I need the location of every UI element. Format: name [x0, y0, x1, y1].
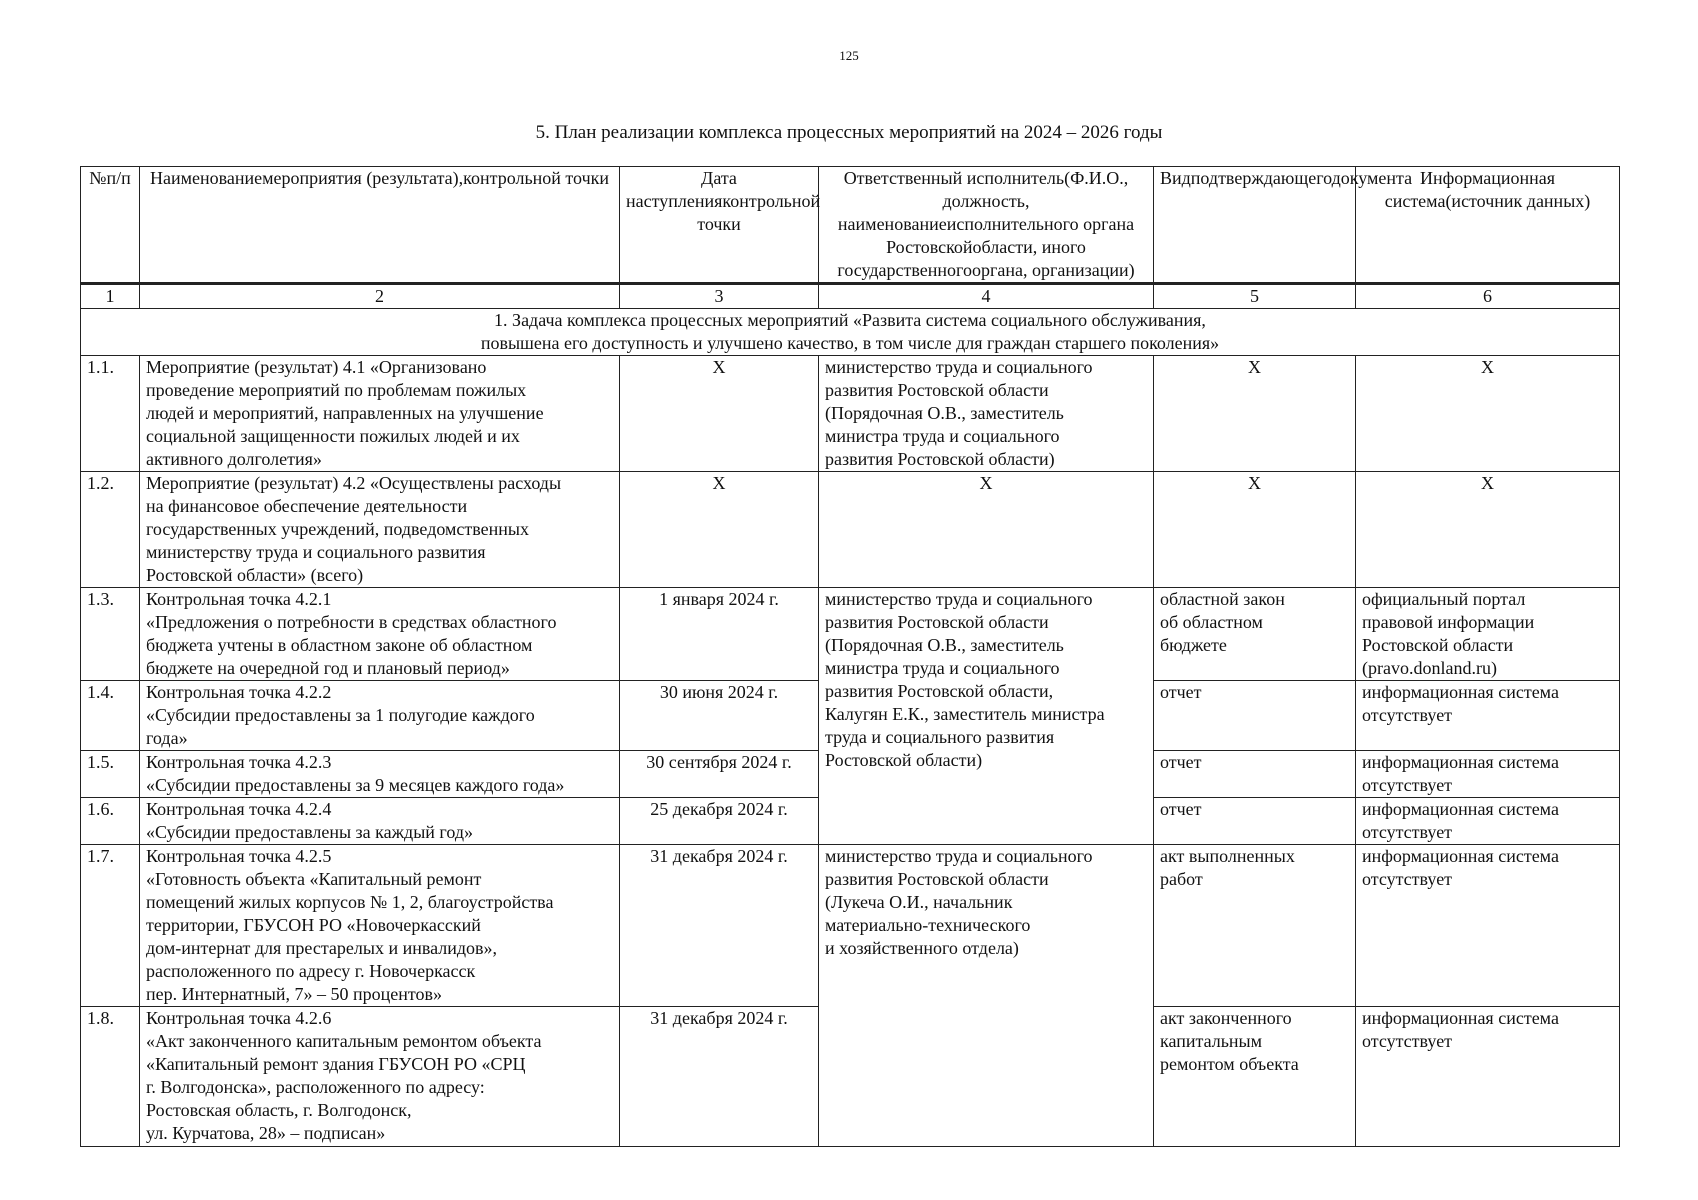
- row-name: [140, 681, 620, 751]
- text-line: правовой информации: [1362, 612, 1535, 632]
- text-line: расположенного по адресу г. Новочеркасск: [146, 961, 476, 981]
- text-line: министерство труда и социального: [825, 846, 1093, 866]
- text-line: «Субсидии предоставлены за 1 полугодие каждого: [146, 705, 535, 725]
- header-num: [81, 167, 140, 284]
- row-date: 30 июня 2024 г.: [620, 681, 819, 751]
- section-heading: [81, 309, 1620, 356]
- row-system: [1356, 681, 1620, 751]
- row-responsible: [819, 588, 1154, 845]
- text-line: Контрольная точка 4.2.4: [146, 799, 332, 819]
- text-line: отчет: [1160, 682, 1202, 702]
- text-line: Х: [1248, 473, 1261, 493]
- text-line: отчет: [1160, 799, 1202, 819]
- text-line: Наименование: [149, 168, 263, 188]
- text-line: бюджета учтены в областном законе об областном: [146, 635, 533, 655]
- row-system: [1356, 472, 1620, 588]
- text-line: повышена его доступность и улучшено качество, в том числе для граждан старшего поколения»: [480, 333, 1220, 353]
- row-system: [1356, 751, 1620, 798]
- text-line: Контрольная точка 4.2.6: [146, 1008, 332, 1028]
- column-number-row: [81, 284, 1620, 309]
- text-line: министерство труда и социального: [825, 357, 1093, 377]
- text-line: на финансовое обеспечение деятельности: [146, 496, 468, 516]
- text-line: документа: [1331, 168, 1413, 188]
- row-date: Х: [620, 472, 819, 588]
- text-line: органа, организации): [971, 260, 1135, 280]
- text-line: министерству труда и социального развития: [146, 542, 486, 562]
- text-line: дом-интернат для престарелых и инвалидов»,: [146, 938, 498, 958]
- text-line: помещений жилых корпусов № 1, 2, благоустройства: [146, 892, 554, 912]
- text-line: Х: [1481, 473, 1494, 493]
- text-line: капитальным: [1160, 1031, 1263, 1051]
- text-line: области, иного государственного: [837, 237, 1086, 280]
- text-line: отсутствует: [1362, 1031, 1453, 1051]
- text-line: развития Ростовской области: [825, 612, 1049, 632]
- row-date: 30 сентября 2024 г.: [620, 751, 819, 798]
- text-line: подтверждающего: [1190, 168, 1332, 188]
- header-document: [1154, 167, 1413, 284]
- row-number: 1.8.: [81, 1007, 140, 1147]
- text-line: Х: [1481, 357, 1494, 377]
- row-document: [1154, 681, 1356, 751]
- text-line: контрольной точки: [463, 168, 610, 188]
- section-row: [81, 309, 1620, 356]
- row-number: 1.2.: [81, 472, 140, 588]
- row-number: 1.4.: [81, 681, 140, 751]
- text-line: 1. Задача комплекса процессных мероприятий «Развита система социального обслуживания,: [494, 310, 1206, 330]
- text-line: отсутствует: [1362, 705, 1453, 725]
- text-line: Калугян Е.К., заместитель министра: [825, 704, 1105, 724]
- text-line: (Порядочная О.В., заместитель: [825, 403, 1064, 423]
- row-number: 1.6.: [81, 798, 140, 845]
- text-line: пер. Интернатный, 7» – 50 процентов»: [146, 984, 443, 1004]
- row-name: [140, 1007, 620, 1147]
- header-name: [140, 167, 620, 284]
- text-line: информационная система: [1362, 1008, 1559, 1028]
- header-date: [620, 167, 819, 284]
- column-number: 2: [140, 284, 620, 309]
- text-line: официальный портал: [1362, 589, 1526, 609]
- row-number: 1.7.: [81, 845, 140, 1007]
- text-line: акт законченного: [1160, 1008, 1292, 1028]
- text-line: людей и мероприятий, направленных на улучшение: [146, 403, 544, 423]
- row-document: [1154, 588, 1356, 681]
- text-line: материально-технического: [825, 915, 1031, 935]
- text-line: министра труда и социального: [825, 426, 1060, 446]
- text-line: Ростовской области» (всего): [146, 565, 364, 585]
- header-row: [81, 167, 1620, 284]
- row-document: [1154, 751, 1356, 798]
- row-responsible: [819, 472, 1154, 588]
- text-line: «Предложения о потребности в средствах областного: [146, 612, 557, 632]
- row-name: [140, 751, 620, 798]
- text-line: «Готовность объекта «Капитальный ремонт: [146, 869, 482, 889]
- row-responsible: [819, 356, 1154, 472]
- text-line: Ростовской области): [825, 750, 983, 770]
- text-line: года»: [146, 728, 188, 748]
- text-line: Ростовской области: [1362, 635, 1514, 655]
- text-line: г. Волгодонска», расположенного по адресу:: [146, 1077, 485, 1097]
- row-number: 1.1.: [81, 356, 140, 472]
- row-document: [1154, 1007, 1356, 1147]
- text-line: Дата наступления: [626, 168, 737, 211]
- text-line: проведение мероприятий по проблемам пожилых: [146, 380, 527, 400]
- text-line: Х: [979, 473, 993, 493]
- text-line: Х: [1248, 357, 1261, 377]
- text-line: №: [89, 168, 107, 188]
- row-date: 25 декабря 2024 г.: [620, 798, 819, 845]
- plan-table: [80, 166, 1620, 1147]
- text-line: (Порядочная О.В., заместитель: [825, 635, 1064, 655]
- row-number: 1.3.: [81, 588, 140, 681]
- text-line: государственных учреждений, подведомственных: [146, 519, 529, 539]
- column-number: 3: [620, 284, 819, 309]
- text-line: (источник данных): [1445, 191, 1591, 211]
- text-line: социальной защищенности пожилых людей и их: [146, 426, 520, 446]
- text-line: информационная система: [1362, 752, 1559, 772]
- text-line: об областном: [1160, 612, 1263, 632]
- text-line: активного долголетия»: [146, 449, 322, 469]
- text-line: Контрольная точка 4.2.5: [146, 846, 332, 866]
- text-line: отсутствует: [1362, 822, 1453, 842]
- row-document: [1154, 356, 1356, 472]
- text-line: отсутствует: [1362, 869, 1453, 889]
- text-line: отсутствует: [1362, 775, 1453, 795]
- row-responsible: [819, 845, 1154, 1147]
- row-date: 31 декабря 2024 г.: [620, 1007, 819, 1147]
- text-line: (Ф.И.О., должность, наименование: [837, 168, 1129, 234]
- text-line: информационная система: [1362, 682, 1559, 702]
- row-document: [1154, 845, 1356, 1007]
- text-line: п/п: [106, 168, 131, 188]
- text-line: и хозяйственного отдела): [825, 938, 1019, 958]
- text-line: Информационная система: [1384, 168, 1556, 211]
- row-name: [140, 798, 620, 845]
- text-line: развития Ростовской области): [825, 449, 1055, 469]
- text-line: бюджете: [1160, 635, 1227, 655]
- text-line: ул. Курчатова, 28» – подписан»: [146, 1123, 386, 1143]
- text-line: (pravo.donland.ru): [1362, 658, 1497, 678]
- text-line: отчет: [1160, 752, 1202, 772]
- row-date: Х: [620, 356, 819, 472]
- text-line: ремонтом объекта: [1160, 1054, 1299, 1074]
- text-line: развития Ростовской области: [825, 380, 1049, 400]
- text-line: министерство труда и социального: [825, 589, 1093, 609]
- text-line: «Капитальный ремонт здания ГБУСОН РО «СРЦ: [146, 1054, 526, 1074]
- row-name: [140, 845, 620, 1007]
- table-row: [81, 356, 1620, 472]
- text-line: (Лукеча О.И., начальник: [825, 892, 1013, 912]
- row-document: [1154, 472, 1356, 588]
- row-date: 1 января 2024 г.: [620, 588, 819, 681]
- text-line: исполнительного органа Ростовской: [886, 214, 1135, 257]
- row-document: [1154, 798, 1356, 845]
- text-line: «Субсидии предоставлены за каждый год»: [146, 822, 473, 842]
- row-name: [140, 472, 620, 588]
- column-number: 5: [1154, 284, 1356, 309]
- text-line: информационная система: [1362, 846, 1559, 866]
- text-line: министра труда и социального: [825, 658, 1060, 678]
- text-line: информационная система: [1362, 799, 1559, 819]
- page-number: 125: [839, 48, 859, 63]
- row-system: [1356, 356, 1620, 472]
- text-line: «Акт законченного капитальным ремонтом объекта: [146, 1031, 542, 1051]
- row-system: [1356, 1007, 1620, 1147]
- text-line: Контрольная точка 4.2.2: [146, 682, 332, 702]
- column-number: 1: [81, 284, 140, 309]
- column-number: 4: [819, 284, 1154, 309]
- header-responsible: [819, 167, 1154, 284]
- text-line: развития Ростовской области: [825, 869, 1049, 889]
- document-title: 5. План реализации комплекса процессных мероприятий на 2024 – 2026 годы: [535, 122, 1163, 143]
- text-line: «Субсидии предоставлены за 9 месяцев каждого года»: [146, 775, 565, 795]
- row-system: [1356, 798, 1620, 845]
- text-line: Контрольная точка 4.2.3: [146, 752, 332, 772]
- text-line: Ростовская область, г. Волгодонск,: [146, 1100, 412, 1120]
- text-line: работ: [1160, 869, 1203, 889]
- text-line: Контрольная точка 4.2.1: [146, 589, 332, 609]
- text-line: Вид: [1160, 168, 1191, 188]
- row-name: [140, 356, 620, 472]
- text-line: мероприятия (результата),: [262, 168, 464, 188]
- table-row: [81, 472, 1620, 588]
- text-line: областной закон: [1160, 589, 1285, 609]
- table-row: [81, 845, 1620, 1007]
- text-line: труда и социального развития: [825, 727, 1055, 747]
- row-system: [1356, 588, 1620, 681]
- text-line: акт выполненных: [1160, 846, 1295, 866]
- table-row: [81, 588, 1620, 681]
- text-line: территории, ГБУСОН РО «Новочеркасский: [146, 915, 481, 935]
- row-date: 31 декабря 2024 г.: [620, 845, 819, 1007]
- text-line: Мероприятие (результат) 4.2 «Осуществлены расходы: [146, 473, 562, 493]
- text-line: Ответственный исполнитель: [843, 168, 1065, 188]
- text-line: контрольной точки: [697, 191, 821, 234]
- column-number: 6: [1356, 284, 1620, 309]
- text-line: бюджете на очередной год и плановый период»: [146, 658, 510, 678]
- text-line: Мероприятие (результат) 4.1 «Организовано: [146, 357, 487, 377]
- row-name: [140, 588, 620, 681]
- row-number: 1.5.: [81, 751, 140, 798]
- text-line: развития Ростовской области,: [825, 681, 1054, 701]
- row-system: [1356, 845, 1620, 1007]
